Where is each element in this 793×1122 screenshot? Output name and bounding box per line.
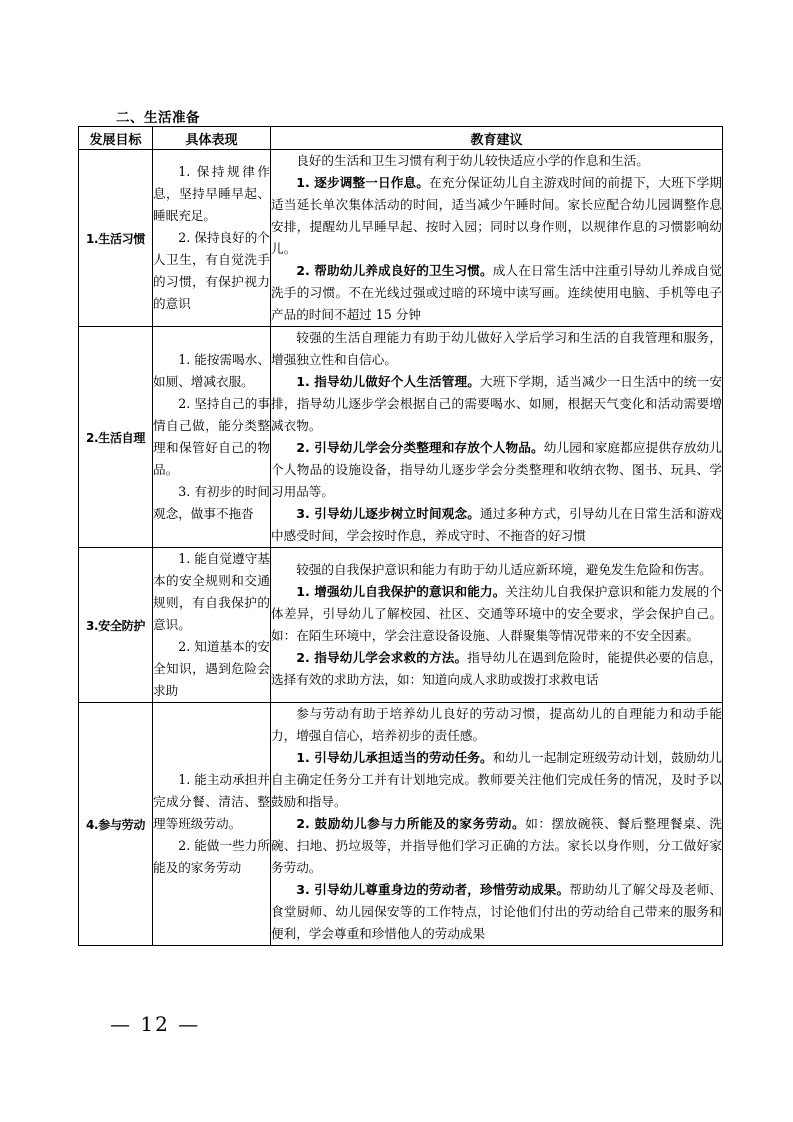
advice-text: 幼儿园和家庭都应提供存放幼儿个人物品的设施设备，指导幼儿逐步学会分类整理和收纳衣物、图书、玩具、学习用品等。 <box>271 440 722 499</box>
table-header-row <box>79 127 723 150</box>
advice-cell <box>271 327 723 548</box>
advice-text: 如：摆放碗筷、餐后整理餐桌、洗碗、扫地、扔垃圾等，并指导他们学习正确的方法。家长以身作则，分工做好家务劳动。 <box>271 816 722 875</box>
goal-cell: 4.参与劳动 <box>79 703 153 946</box>
advice-heading: 3. 引导幼儿尊重身边的劳动者，珍惜劳动成果。 <box>296 882 570 897</box>
advice-cell <box>271 150 723 327</box>
advice-item <box>271 647 722 691</box>
advice-item <box>271 172 722 260</box>
development-table <box>78 126 723 946</box>
advice-heading: 2. 引导幼儿学会分类整理和存放个人物品。 <box>296 440 544 455</box>
performance-cell <box>153 548 271 703</box>
performance-cell <box>153 150 271 327</box>
performance-item: 2. 坚持自己的事情自己做，能分类整理和保管好自己的物品。 <box>153 396 270 477</box>
advice-text: 成人在日常生活中注重引导幼儿养成自觉洗手的习惯。不在光线过强或过暗的环境中读写画。连续使用电脑、手机等电子产品的时间不超过 15 分钟 <box>271 263 722 322</box>
advice-item <box>271 437 722 503</box>
advice-item <box>271 371 722 437</box>
performance-item: 1. 保持规律作息，坚持早睡早起、睡眠充足。 <box>153 164 270 223</box>
advice-heading: 1. 指导幼儿做好个人生活管理。 <box>296 374 480 389</box>
table-row <box>79 548 723 703</box>
advice-text: 关注幼儿自我保护意识和能力发展的个体差异，引导幼儿了解校园、社区、交通等环境中的安全要求，学会保护自己。如：在陌生环境中，学会注意设备设施、人群聚集等情况带来的不安全因素。 <box>271 584 722 643</box>
advice-text: 和幼儿一起制定班级劳动计划，鼓励幼儿自主确定任务分工并有计划地完成。教师要关注他们完成任务的情况，及时予以鼓励和指导。 <box>271 750 722 809</box>
advice-text: 在充分保证幼儿自主游戏时间的前提下，大班下学期适当延长单次集体活动的时间，适当减少午睡时间。家长应配合幼儿园调整作息安排，提醒幼儿早睡早起、按时入园；同时以身作则，以规律作息的习惯影响幼儿。 <box>271 175 723 256</box>
advice-item <box>271 503 722 547</box>
header-goal: 发展目标 <box>79 127 153 150</box>
performance-item: 1. 能自觉遵守基本的安全规则和交通规则，有自我保护的意识。 <box>153 551 270 632</box>
advice-heading: 2. 鼓励幼儿参与力所能及的家务劳动。 <box>296 816 526 831</box>
advice-intro: 良好的生活和卫生习惯有利于幼儿较快适应小学的作息和生活。 <box>296 153 649 168</box>
advice-item <box>271 879 722 945</box>
performance-item: 2. 能做一些力所能及的家务劳动 <box>153 838 270 875</box>
advice-item <box>271 260 722 326</box>
performance-item: 2. 保持良好的个人卫生，有自觉洗手的习惯，有保护视力的意识 <box>153 230 270 311</box>
table-row <box>79 327 723 548</box>
advice-heading: 2. 帮助幼儿养成良好的卫生习惯。 <box>296 263 493 278</box>
goal-cell: 2.生活自理 <box>79 327 153 548</box>
advice-heading: 1. 增强幼儿自我保护的意识和能力。 <box>296 584 506 599</box>
performance-cell <box>153 327 271 548</box>
performance-item: 2. 知道基本的安全知识，遇到危险会求助 <box>153 639 270 698</box>
section-title: 二、生活准备 <box>116 110 200 126</box>
advice-intro: 参与劳动有助于培养幼儿良好的劳动习惯，提高幼儿的自理能力和动手能力，增强自信心，培养初步的责任感。 <box>271 706 722 743</box>
advice-cell <box>271 548 723 703</box>
table-row <box>79 150 723 327</box>
advice-item <box>271 747 722 813</box>
advice-text: 大班下学期，适当减少一日生活中的统一安排，指导幼儿逐步学会根据自己的需要喝水、如厕，根据天气变化和活动需要增减衣物。 <box>271 374 723 433</box>
advice-heading: 3. 引导幼儿逐步树立时间观念。 <box>296 506 480 521</box>
advice-heading: 1. 逐步调整一日作息。 <box>296 175 429 190</box>
goal-cell: 1.生活习惯 <box>79 150 153 327</box>
advice-heading: 2. 指导幼儿学会求救的方法。 <box>296 650 468 665</box>
performance-item: 1. 能按需喝水、如厕、增减衣服。 <box>153 352 270 389</box>
advice-intro: 较强的生活自理能力有助于幼儿做好入学后学习和生活的自我管理和服务，增强独立性和自信心。 <box>271 330 722 367</box>
advice-text: 指导幼儿在遇到危险时，能提供必要的信息，选择有效的求助方法，如：知道向成人求助或拨打求救电话 <box>271 650 723 687</box>
advice-text: 帮助幼儿了解父母及老师、食堂厨师、幼儿园保安等的工作特点，讨论他们付出的劳动给自己带来的服务和便利，学会尊重和珍惜他人的劳动成果 <box>271 882 723 941</box>
page-number: — 12 — <box>110 1012 201 1036</box>
goal-cell: 3.安全防护 <box>79 548 153 703</box>
performance-item: 1. 能主动承担并完成分餐、清洁、整理等班级劳动。 <box>153 772 270 831</box>
advice-item <box>271 813 722 879</box>
table-row <box>79 703 723 946</box>
advice-item <box>271 581 722 647</box>
header-advice: 教育建议 <box>271 127 723 150</box>
performance-item: 3. 有初步的时间观念，做事不拖沓 <box>153 484 270 521</box>
advice-heading: 1. 引导幼儿承担适当的劳动任务。 <box>296 750 493 765</box>
advice-cell <box>271 703 723 946</box>
advice-intro: 较强的自我保护意识和能力有助于幼儿适应新环境，避免发生危险和伤害。 <box>296 562 712 577</box>
header-performance: 具体表现 <box>153 127 271 150</box>
performance-cell <box>153 703 271 946</box>
advice-text: 通过多种方式，引导幼儿在日常生活和游戏中感受时间，学会按时作息，养成守时、不拖沓的好习惯 <box>271 506 723 543</box>
